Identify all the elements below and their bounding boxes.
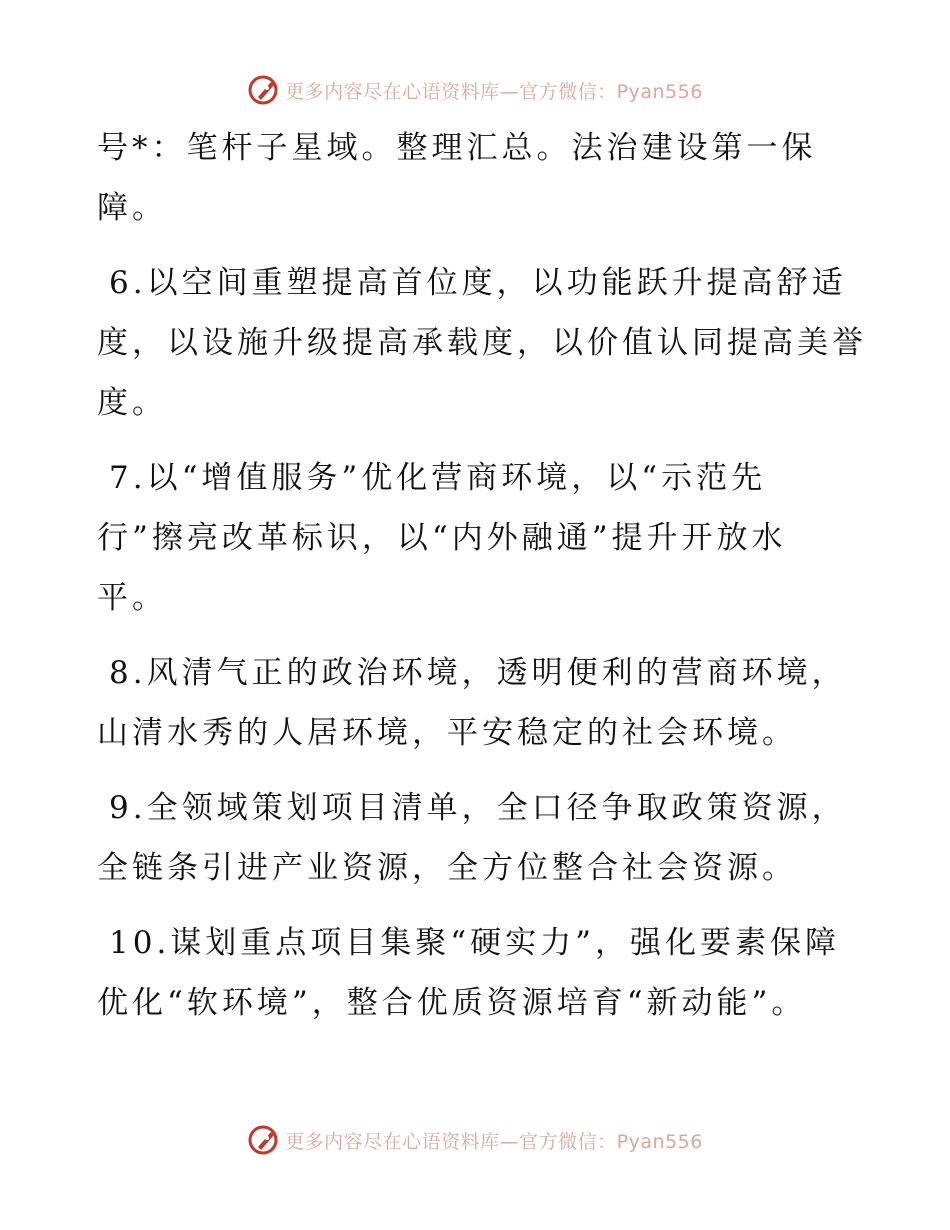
paragraph-item-6 bbox=[97, 253, 867, 433]
paragraph-item-8 bbox=[97, 643, 867, 763]
paragraph-intro bbox=[97, 118, 867, 238]
paragraph-line: 9.全领域策划项目清单，全口径争取政策资源， bbox=[109, 790, 847, 826]
paragraph-item-9 bbox=[97, 778, 867, 898]
watermark-banner-top bbox=[0, 70, 950, 110]
paragraph-line: 山清水秀的人居环境，平安稳定的社会环境。 bbox=[97, 715, 797, 751]
document-body bbox=[97, 118, 867, 1048]
paragraph-line: 号*：笔杆子星域。整理汇总。法治建设第一保 bbox=[97, 130, 817, 166]
pen-nib-icon bbox=[247, 1123, 281, 1157]
pen-nib-icon bbox=[247, 73, 281, 107]
paragraph-line: 行”擦亮改革标识，以“内外融通”提升开放水 bbox=[97, 520, 787, 556]
watermark-banner-bottom bbox=[0, 1120, 950, 1160]
paragraph-item-7 bbox=[97, 448, 867, 628]
paragraph-line: 10.谋划重点项目集聚“硬实力”，强化要素保障 bbox=[109, 925, 840, 961]
paragraph-line: 全链条引进产业资源，全方位整合社会资源。 bbox=[97, 850, 797, 886]
paragraph-line: 障。 bbox=[97, 190, 167, 226]
paragraph-line: 平。 bbox=[97, 580, 167, 616]
paragraph-line: 优化“软环境”，整合优质资源培育“新动能”。 bbox=[97, 985, 807, 1021]
watermark-text: 更多内容尽在心语资料库—官方微信：Pyan556 bbox=[285, 1130, 703, 1153]
watermark-text: 更多内容尽在心语资料库—官方微信：Pyan556 bbox=[285, 80, 703, 103]
paragraph-item-10 bbox=[97, 913, 867, 1033]
paragraph-line: 7.以“增值服务”优化营商环境，以“示范先 bbox=[109, 460, 767, 496]
paragraph-line: 度，以设施升级提高承载度，以价值认同提高美誉 bbox=[97, 325, 867, 361]
paragraph-line: 6.以空间重塑提高首位度，以功能跃升提高舒适 bbox=[109, 265, 847, 301]
paragraph-line: 度。 bbox=[97, 385, 167, 421]
paragraph-line: 8.风清气正的政治环境，透明便利的营商环境， bbox=[109, 655, 847, 691]
